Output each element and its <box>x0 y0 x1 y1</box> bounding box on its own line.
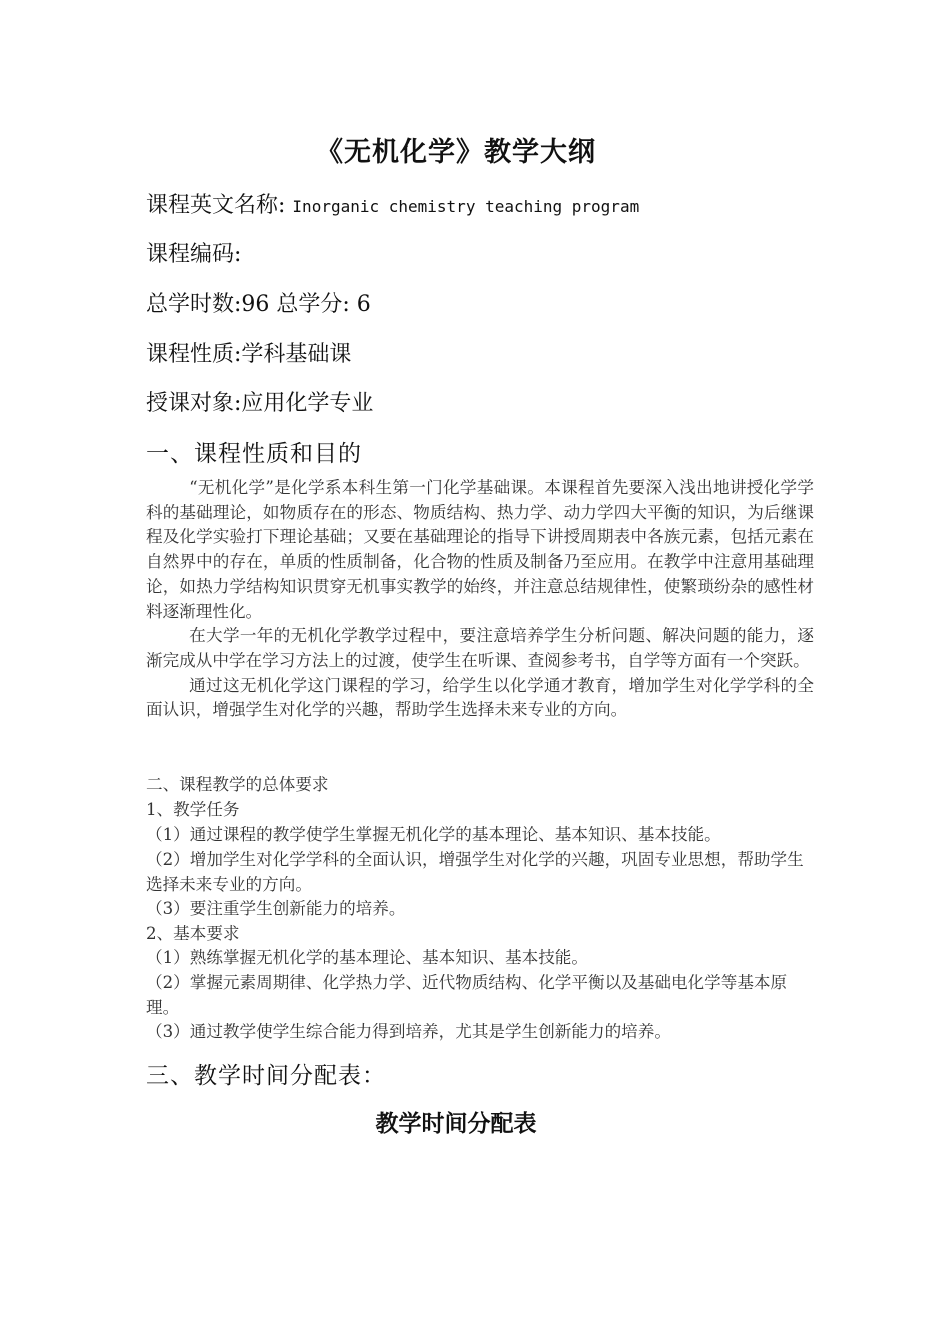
english-name-label: 课程英文名称: <box>146 193 286 218</box>
requirement-item: （3）通过教学使学生综合能力得到培养，尤其是学生创新能力的培养。 <box>146 1022 671 1041</box>
audience-line: 授课对象:应用化学专业 <box>146 391 374 416</box>
section1-heading: 一、课程性质和目的 <box>146 441 362 467</box>
hours-credits-line: 总学时数:96 总学分: 6 <box>146 292 371 317</box>
task-item: （2）增加学生对化学学科的全面认识，增强学生对化学的兴趣，巩固专业思想，帮助学生选择未来专业的方向。 <box>146 850 804 894</box>
section1-paragraph: “无机化学”是化学系本科生第一门化学基础课。本课程首先要深入浅出地讲授化学学科的基础理论，如物质存在的形态、物质结构、热力学、动力学四大平衡的知识，为后继课程及化学实验打下理论基础；又要在基础理论的指导下讲授周期表中各族元素，包括元素在自然界中的存在，单质的性质制备，化合物的性质及制备乃至应用。在教学中注意用基础理论，如热力学结构知识贯穿无机事实教学的始终，并注意总结规律性，使繁琐纷杂的感性材料逐渐理性化。 <box>146 478 814 621</box>
section2-heading: 二、课程教学的总体要求 <box>146 775 329 794</box>
document-title: 《无机化学》教学大纲 <box>316 137 596 168</box>
section1-paragraph: 在大学一年的无机化学教学过程中，要注意培养学生分析问题、解决问题的能力，逐渐完成从中学在学习方法上的过渡，使学生在听课、查阅参考书，自学等方面有一个突跃。 <box>146 626 814 670</box>
english-name-line <box>146 188 639 219</box>
task-item: （1）通过课程的教学使学生掌握无机化学的基本理论、基本知识、基本技能。 <box>146 825 721 844</box>
section1-body <box>146 476 814 723</box>
english-name-value: Inorganic chemistry teaching program <box>292 197 640 216</box>
requirement-heading: 2、基本要求 <box>146 924 240 943</box>
task-heading: 1、教学任务 <box>146 800 240 819</box>
course-nature-line: 课程性质:学科基础课 <box>146 342 352 367</box>
requirement-item: （1）熟练掌握无机化学的基本理论、基本知识、基本技能。 <box>146 948 588 967</box>
task-item: （3）要注重学生创新能力的培养。 <box>146 899 406 918</box>
table-caption: 教学时间分配表 <box>375 1110 537 1137</box>
requirement-item: （2）掌握元素周期律、化学热力学、近代物质结构、化学平衡以及基础电化学等基本原理。 <box>146 973 788 1017</box>
section3-heading: 三、教学时间分配表： <box>146 1063 386 1089</box>
course-code-line: 课程编码: <box>146 242 242 267</box>
section1-paragraph: 通过这无机化学这门课程的学习，给学生以化学通才教育，增加学生对化学学科的全面认识，增强学生对化学的兴趣，帮助学生选择未来专业的方向。 <box>146 675 814 720</box>
